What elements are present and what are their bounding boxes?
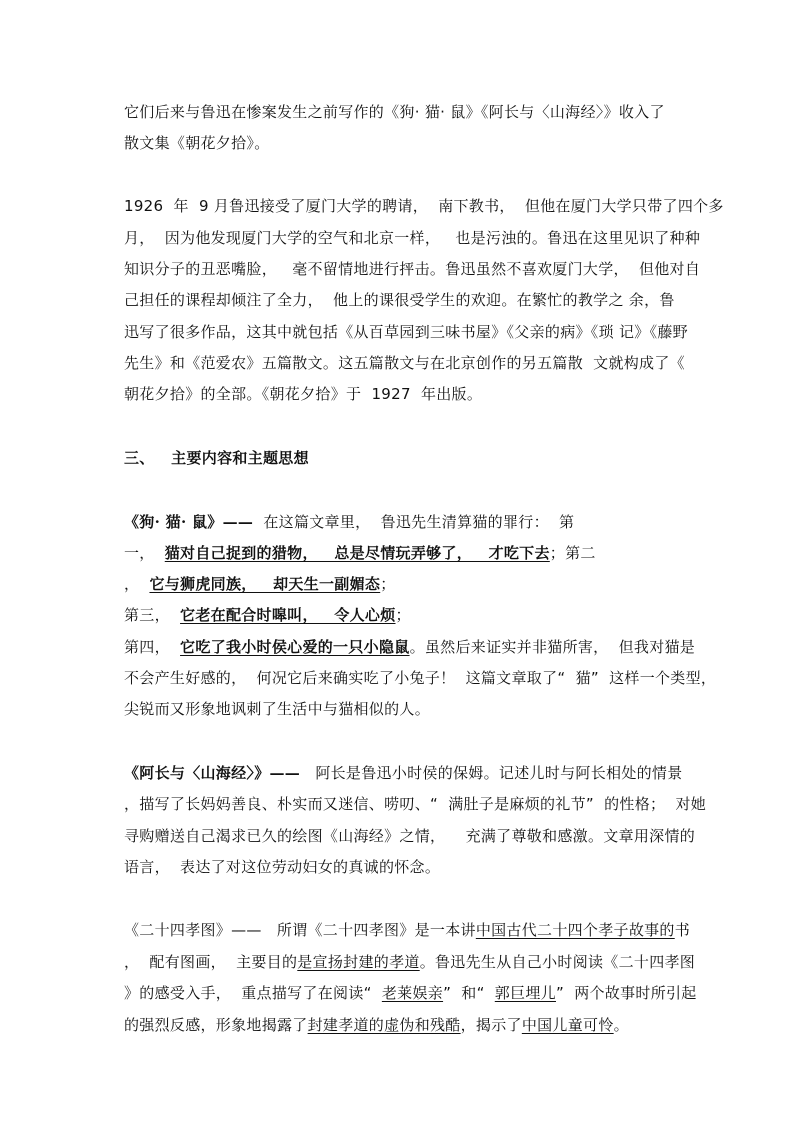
underlined-text: 中国古代二十四个孝子故事的 — [475, 921, 675, 939]
text-span: 阿长是鲁迅小时侯的保姆。记述儿时与阿长相处的情景 — [300, 764, 683, 782]
paragraph-4-line-1 — [124, 763, 683, 783]
underlined-text: 郭巨埋儿 — [494, 984, 556, 1002]
paragraph-2-line-7: 朝花夕拾》的全部。《朝花夕拾》于 1927 年出版。 — [124, 385, 483, 403]
text-span: ， 配有图画， 主要目的 — [124, 953, 298, 971]
emphasis-text: 猫对自己捉到的猎物， 总是尽情玩弄够了， 才吃下去 — [164, 544, 550, 562]
text-span: 第四， — [124, 638, 181, 656]
text-span: 。鲁迅先生从自己小时阅读《二十四孝图 — [419, 953, 696, 971]
underlined-text: 封建孝道的虚伪和残酷 — [307, 1016, 461, 1034]
text-span: ” 和“ — [443, 984, 495, 1002]
paragraph-5-line-3 — [124, 983, 697, 1003]
underlined-text: 中国儿童可怜 — [521, 1016, 614, 1034]
paragraph-3-line-6: 不会产生好感的， 何况它后来确实吃了小兔子！ 这篇文章取了“ 猫” 这样一个类型， — [124, 669, 717, 687]
paragraph-5-line-1 — [124, 920, 690, 940]
paragraph-3-line-5 — [124, 637, 695, 657]
essay-title: 《阿长与〈山海经〉》—— — [124, 764, 301, 782]
paragraph-3-line-1 — [124, 512, 574, 532]
text-span: 一， — [124, 544, 165, 562]
paragraph-3-line-2 — [124, 543, 596, 563]
underlined-text: 是宣扬封建的孝道 — [297, 953, 420, 971]
emphasis-text: 它吃了我小时侯心爱的一只小隐鼠 — [180, 638, 410, 656]
paragraph-1-line-1: 它们后来与鲁迅在惨案发生之前写作的《狗· 猫· 鼠》《阿长与〈山海经〉》收入了 — [124, 103, 665, 121]
paragraph-3-line-4 — [124, 605, 411, 625]
paragraph-4-line-3: 寻购赠送自己渴求已久的绘图《山海经》之情， 充满了尊敬和感激。文章用深情的 — [124, 827, 696, 845]
text-span: ，揭示了 — [460, 1016, 522, 1034]
paragraph-1-line-2: 散文集《朝花夕拾》。 — [124, 134, 270, 152]
paragraph-5-line-4 — [124, 1015, 629, 1035]
paragraph-2-line-5: 迅写了很多作品，这其中就包括《从百草园到三味书屋》《父亲的病》《琐 记》《藤野 — [124, 323, 688, 341]
text-span: 《二十四孝图》—— 所谓《二十四孝图》是一本讲 — [124, 921, 476, 939]
text-span: 第三， — [124, 606, 181, 624]
section-heading: 三、 主要内容和主题思想 — [124, 449, 309, 467]
text-span: 在这篇文章里， 鲁迅先生清算猫的罪行： 第 — [253, 513, 575, 531]
paragraph-2-line-1: 1926 年 9 月鲁迅接受了厦门大学的聘请， 南下教书， 但他在厦门大学只带了四个多 — [124, 197, 724, 215]
text-span: 书 — [674, 921, 691, 939]
text-span: 的强烈反感，形象地揭露了 — [124, 1016, 308, 1034]
paragraph-2-line-4: 己担任的课程却倾注了全力， 他上的课很受学生的欢迎。在繁忙的教学之 余，鲁 — [124, 291, 675, 309]
paragraph-2-line-2: 月， 因为他发现厦门大学的空气和北京一样， 也是污浊的。鲁迅在这里见识了种种 — [124, 229, 701, 247]
text-span: 。虽然后来证实并非猫所害， 但我对猫是 — [409, 638, 696, 656]
text-span: ， — [124, 575, 150, 593]
essay-title: 《狗· 猫· 鼠》—— — [124, 513, 254, 531]
text-span: 。 — [613, 1016, 629, 1034]
text-span: ； — [395, 606, 411, 624]
paragraph-5-line-2 — [124, 952, 695, 972]
underlined-text: 老莱娱亲 — [381, 984, 444, 1002]
paragraph-2-line-3: 知识分子的丑恶嘴脸， 毫不留情地进行抨击。鲁迅虽然不喜欢厦门大学， 但他对自 — [124, 260, 701, 278]
emphasis-text: 它老在配合时嗥叫， 令人心烦 — [180, 606, 396, 624]
paragraph-2-line-6: 先生》和《范爱农》五篇散文。这五篇散文与在北京创作的另五篇散 文就构成了《 — [124, 354, 685, 372]
emphasis-text: 它与狮虎同族， 却天生一副媚态 — [149, 575, 381, 593]
text-span: ；第二 — [549, 544, 596, 562]
text-span: ； — [380, 575, 396, 593]
paragraph-4-line-2: ，描写了长妈妈善良、朴实而又迷信、唠叨、“ 满肚子是麻烦的礼节” 的性格； 对她 — [124, 795, 707, 813]
paragraph-4-line-4: 语言， 表达了对这位劳动妇女的真诚的怀念。 — [124, 858, 441, 876]
text-span: ” 两个故事时所引起 — [555, 984, 697, 1002]
paragraph-3-line-3 — [124, 574, 396, 594]
text-span: 》的感受入手， 重点描写了在阅读“ — [124, 984, 382, 1002]
paragraph-3-line-7: 尖锐而又形象地讽刺了生活中与猫相似的人。 — [124, 700, 431, 718]
